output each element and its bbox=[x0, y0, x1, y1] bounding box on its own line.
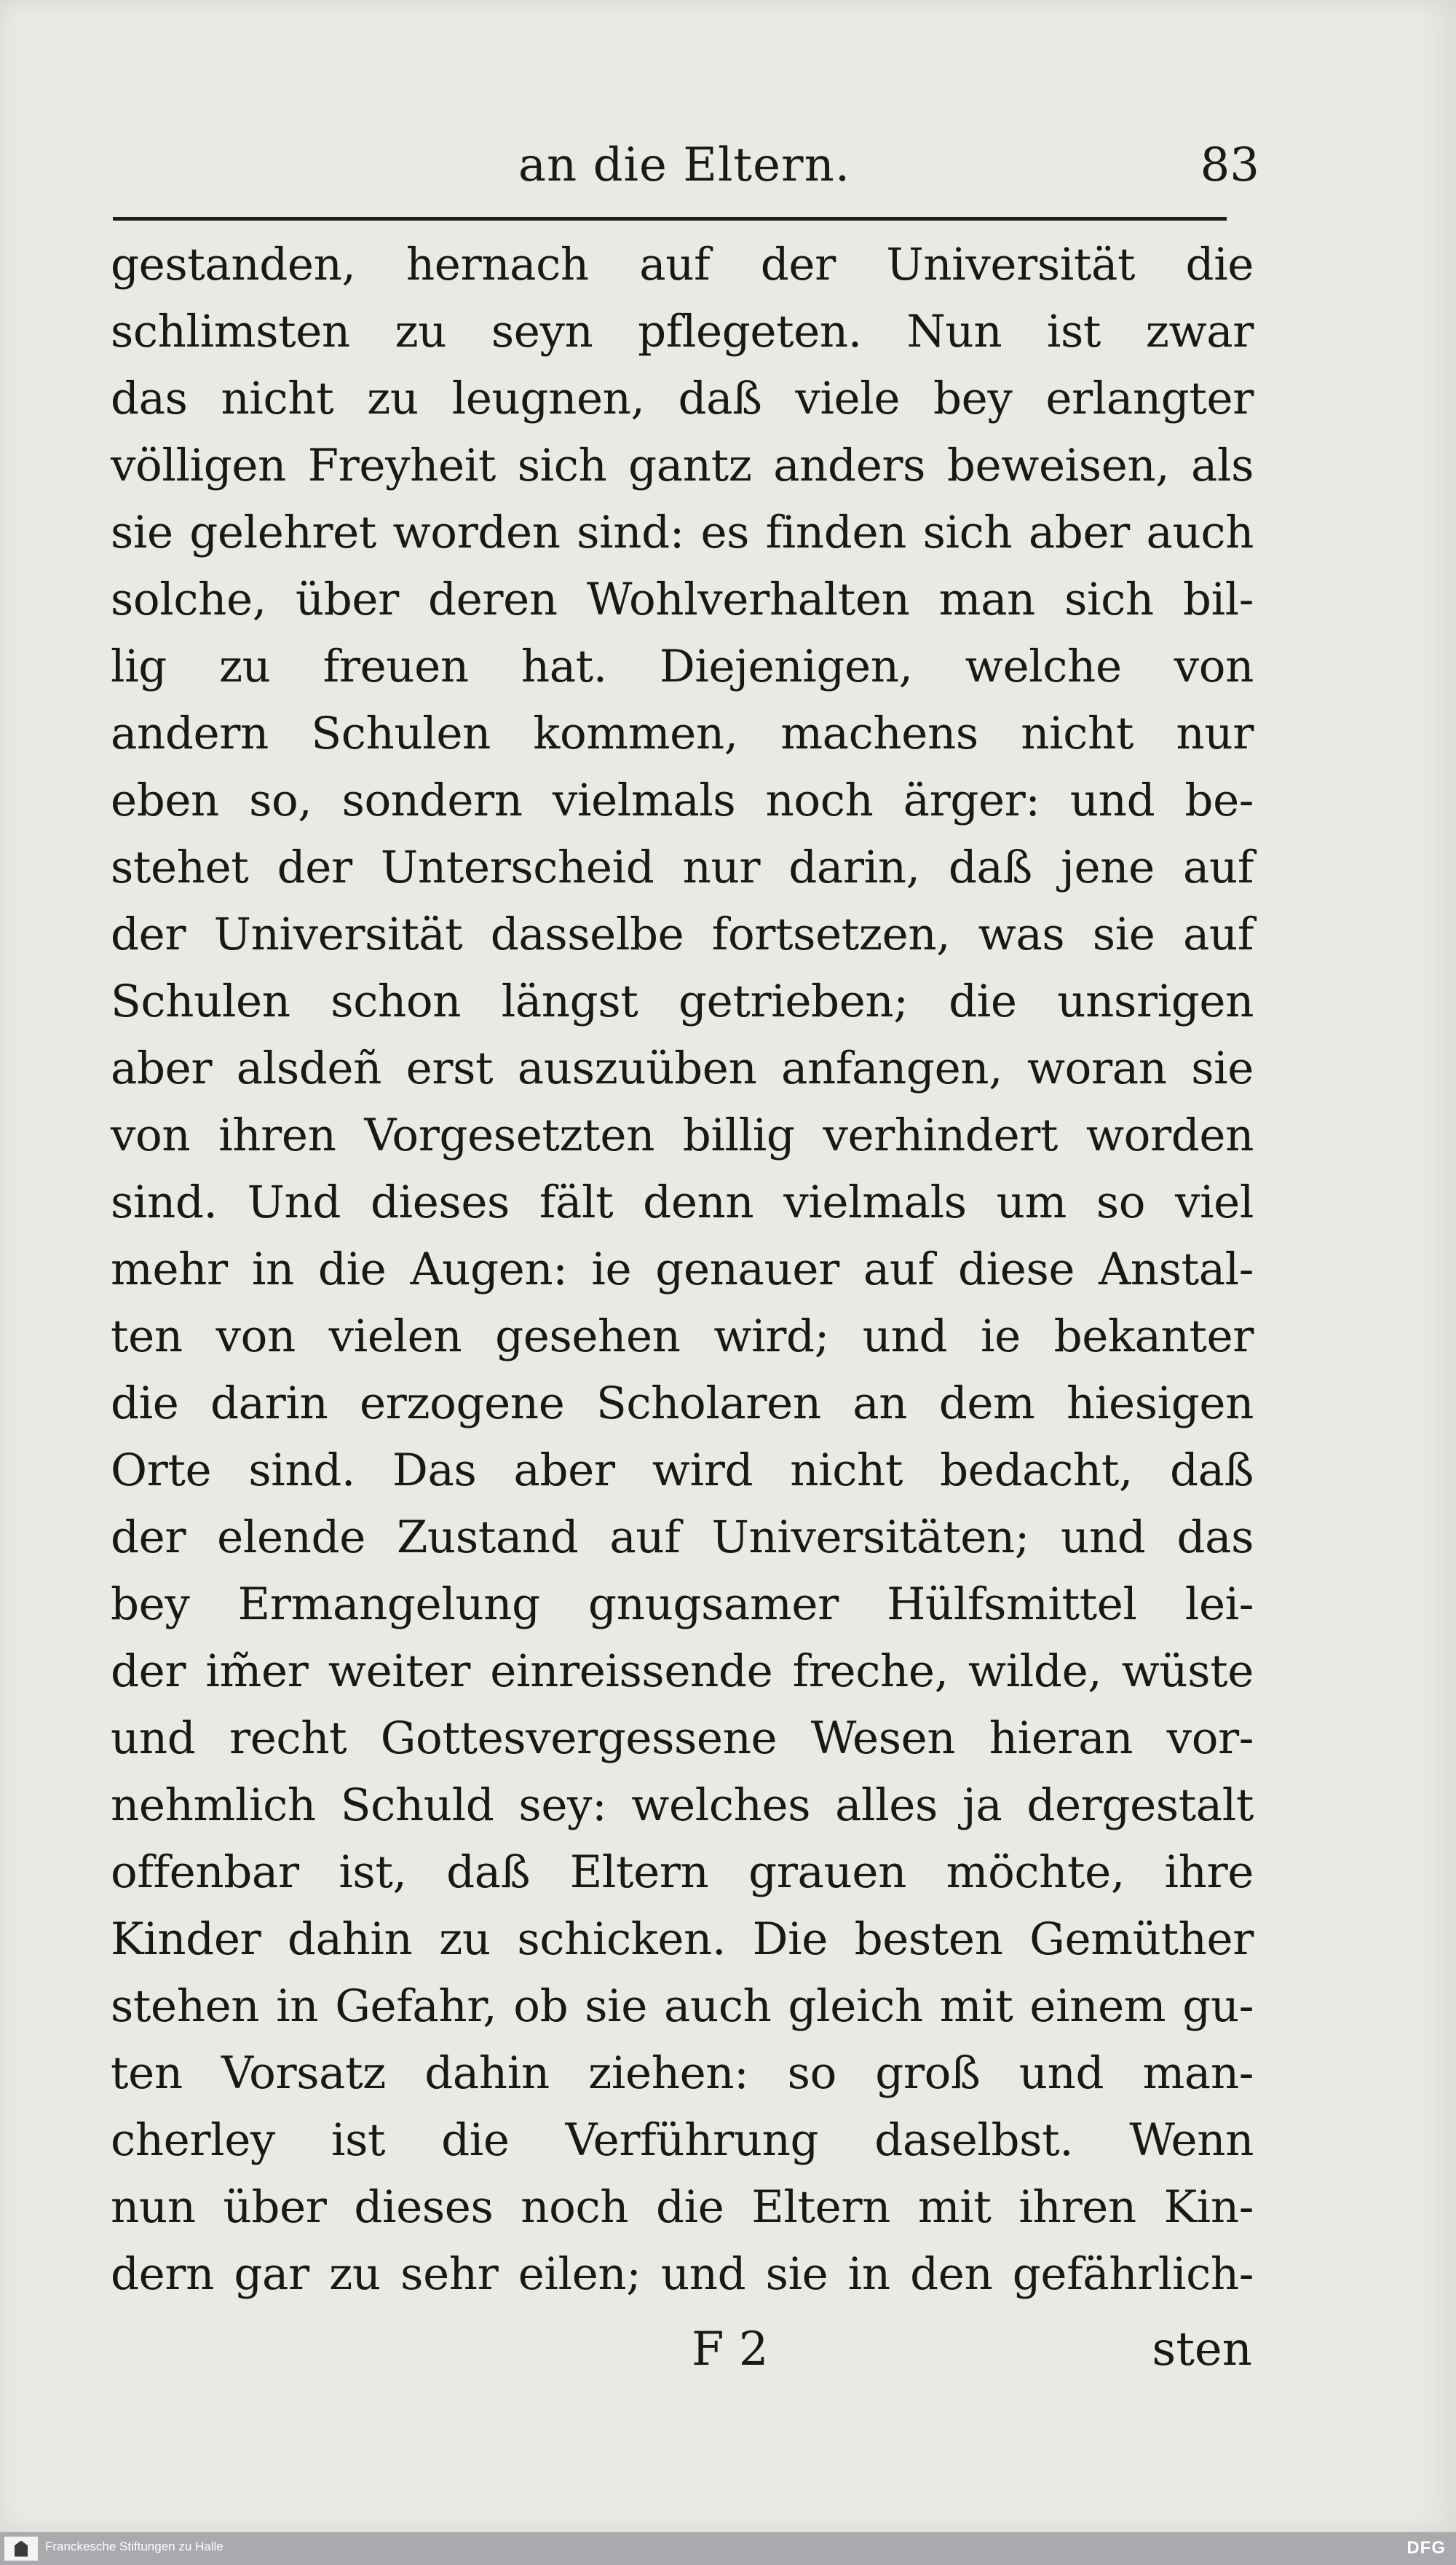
text-line: bey Ermangelung gnugsamer Hülfsmittel lei- bbox=[111, 1578, 1254, 1630]
text-line: Orte sind. Das aber wird nicht bedacht, daß bbox=[111, 1444, 1254, 1496]
text-line: sind. Und dieses fält denn vielmals um so viel bbox=[111, 1177, 1254, 1228]
dfg-logo: DFG bbox=[1406, 2538, 1446, 2558]
text-line: offenbar ist, daß Eltern grauen möchte, ihre bbox=[111, 1846, 1254, 1898]
text-line: nehmlich Schuld sey: welches alles ja dergestalt bbox=[111, 1779, 1254, 1831]
text-line: von ihren Vorgesetzten billig verhindert worden bbox=[111, 1110, 1254, 1161]
text-line: dern gar zu sehr eilen; und sie in den gefährlich- bbox=[111, 2248, 1254, 2300]
text-line: schlimsten zu seyn pflegeten. Nun ist zwar bbox=[111, 306, 1254, 357]
catchword: sten bbox=[1152, 2323, 1252, 2376]
text-line: sie gelehret worden sind: es finden sich aber auch bbox=[111, 507, 1254, 558]
building-icon bbox=[15, 2541, 28, 2557]
text-line: das nicht zu leugnen, daß viele bey erlangter bbox=[111, 373, 1254, 424]
text-line: ten Vorsatz dahin ziehen: so groß und man- bbox=[111, 2047, 1254, 2099]
text-line: nun über dieses noch die Eltern mit ihren Kin- bbox=[111, 2181, 1254, 2233]
text-line: und recht Gottesvergessene Wesen hieran vor- bbox=[111, 1712, 1254, 1764]
text-line: stehen in Gefahr, ob sie auch gleich mit einem gu- bbox=[111, 1980, 1254, 2032]
text-line: Kinder dahin zu schicken. Die besten Gemüther bbox=[111, 1913, 1254, 1965]
text-line: eben so, sondern vielmals noch ärger: und be- bbox=[111, 775, 1254, 826]
header-rule bbox=[113, 217, 1227, 221]
page-header bbox=[109, 138, 1259, 204]
running-head: an die Eltern. bbox=[518, 138, 851, 192]
text-line: stehet der Unterscheid nur darin, daß jene auf bbox=[111, 842, 1254, 893]
text-line: die darin erzogene Scholaren an dem hiesigen bbox=[111, 1378, 1254, 1429]
text-line: lig zu freuen hat. Diejenigen, welche von bbox=[111, 641, 1254, 692]
text-line: ten von vielen gesehen wird; und ie bekanter bbox=[111, 1311, 1254, 1362]
signature-mark: F 2 bbox=[692, 2323, 769, 2376]
text-line: solche, über deren Wohlverhalten man sich bil- bbox=[111, 574, 1254, 625]
text-line: cherley ist die Verführung daselbst. Wenn bbox=[111, 2114, 1254, 2166]
text-line: mehr in die Augen: ie genauer auf diese Anstal- bbox=[111, 1244, 1254, 1295]
text-line: Schulen schon längst getrieben; die unsrigen bbox=[111, 976, 1254, 1027]
body-text bbox=[111, 232, 1254, 2308]
institution-credit: Franckesche Stiftungen zu Halle bbox=[45, 2540, 223, 2553]
text-line: gestanden, hernach auf der Universität die bbox=[111, 239, 1254, 291]
text-line: aber alsdeñ erst auszuüben anfangen, woran sie bbox=[111, 1043, 1254, 1094]
text-line: völligen Freyheit sich gantz anders beweisen, als bbox=[111, 440, 1254, 491]
institution-logo-icon bbox=[4, 2537, 38, 2561]
text-line: der im̃er weiter einreissende freche, wilde, wüste bbox=[111, 1645, 1254, 1697]
page-footer bbox=[109, 2323, 1252, 2395]
text-line: andern Schulen kommen, machens nicht nur bbox=[111, 708, 1254, 759]
text-line: der elende Zustand auf Universitäten; und das bbox=[111, 1511, 1254, 1563]
page-number: 83 bbox=[1200, 138, 1259, 192]
viewer-footer-bar bbox=[0, 2532, 1456, 2565]
text-line: der Universität dasselbe fortsetzen, was sie auf bbox=[111, 909, 1254, 960]
